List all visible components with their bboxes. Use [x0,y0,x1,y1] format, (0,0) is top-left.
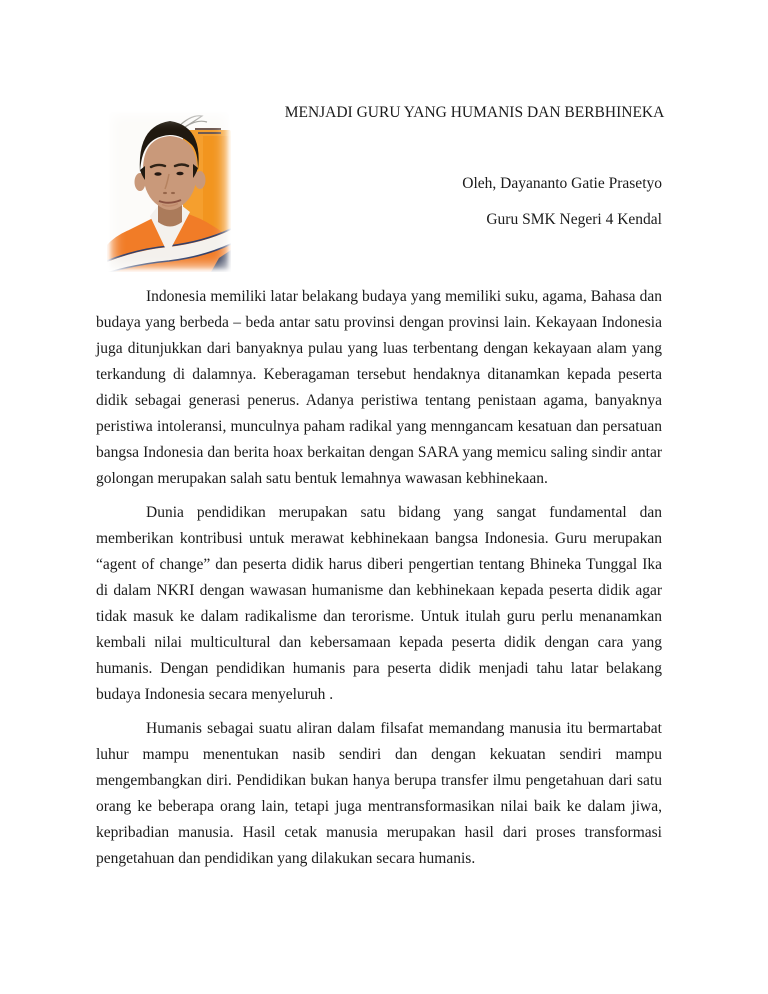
article-paragraph-1: Indonesia memiliki latar belakang budaya yang memiliki suku, agama, Bahasa dan budaya yang berbeda – beda antar satu provinsi dengan provinsi lain. Kekayaan Indonesia juga ditunjukkan dari banyaknya pulau yang luas terbentang dengan kekayaan alam yang terkandung di dalamnya. Keberagaman tersebut hendaknya ditanamkan kepada peserta didik sebagai generasi penerus. Adanya peristiwa tentang penistaan agama, banyaknya peristiwa intoleransi, munculnya paham radikal yang menngancam kesatuan dan persatuan bangsa Indonesia dan berita hoax berkaitan dengan SARA yang memicu saling sindir antar golongan merupakan salah satu bentuk lemahnya wawasan kebhinekaan. [96,288,662,487]
page-title: MENJADI GURU YANG HUMANIS DAN BERBHINEKA [284,104,665,121]
article-paragraph-2: Dunia pendidikan merupakan satu bidang yang sangat fundamental dan memberikan kontribusi untuk merawat kebhinekaan bangsa Indonesia. Guru merupakan “agent of change” dan peserta didik harus diberi pengertian tentang Bhineka Tunggal Ika di dalam NKRI dengan wawasan humanisme dan kebhinekaan kepada peserta didik agar tidak masuk ke dalam radikalisme dan terorisme. Untuk itulah guru perlu menanamkan kembali nilai multicultural dan kebersamaan kepada peserta didik dengan cara yang humanis. Dengan pendidikan humanis para peserta didik menjadi tahu latar belakang budaya Indonesia secara menyeluruh . [96,504,662,703]
author-byline: Oleh, Dayananto Gatie Prasetyo [462,175,662,192]
author-role: Guru SMK Negeri 4 Kendal [486,211,662,228]
document-header [0,0,768,284]
article-paragraph-3: Humanis sebagai suatu aliran dalam filsafat memandang manusia itu bermartabat luhur mampu menentukan nasib sendiri dan dengan kekuatan sendiri mampu mengembangkan diri. Pendidikan bukan hanya berupa transfer ilmu pengetahuan dari satu orang ke beberapa orang lain, tetapi juga mentransformasikan nilai baik ke dalam jiwa, kepribadian manusia. Hasil cetak manusia merupakan hasil dari proses transformasi pengetahuan dan pendidikan yang dilakukan secara humanis. [96,720,662,867]
article-body [0,284,768,880]
